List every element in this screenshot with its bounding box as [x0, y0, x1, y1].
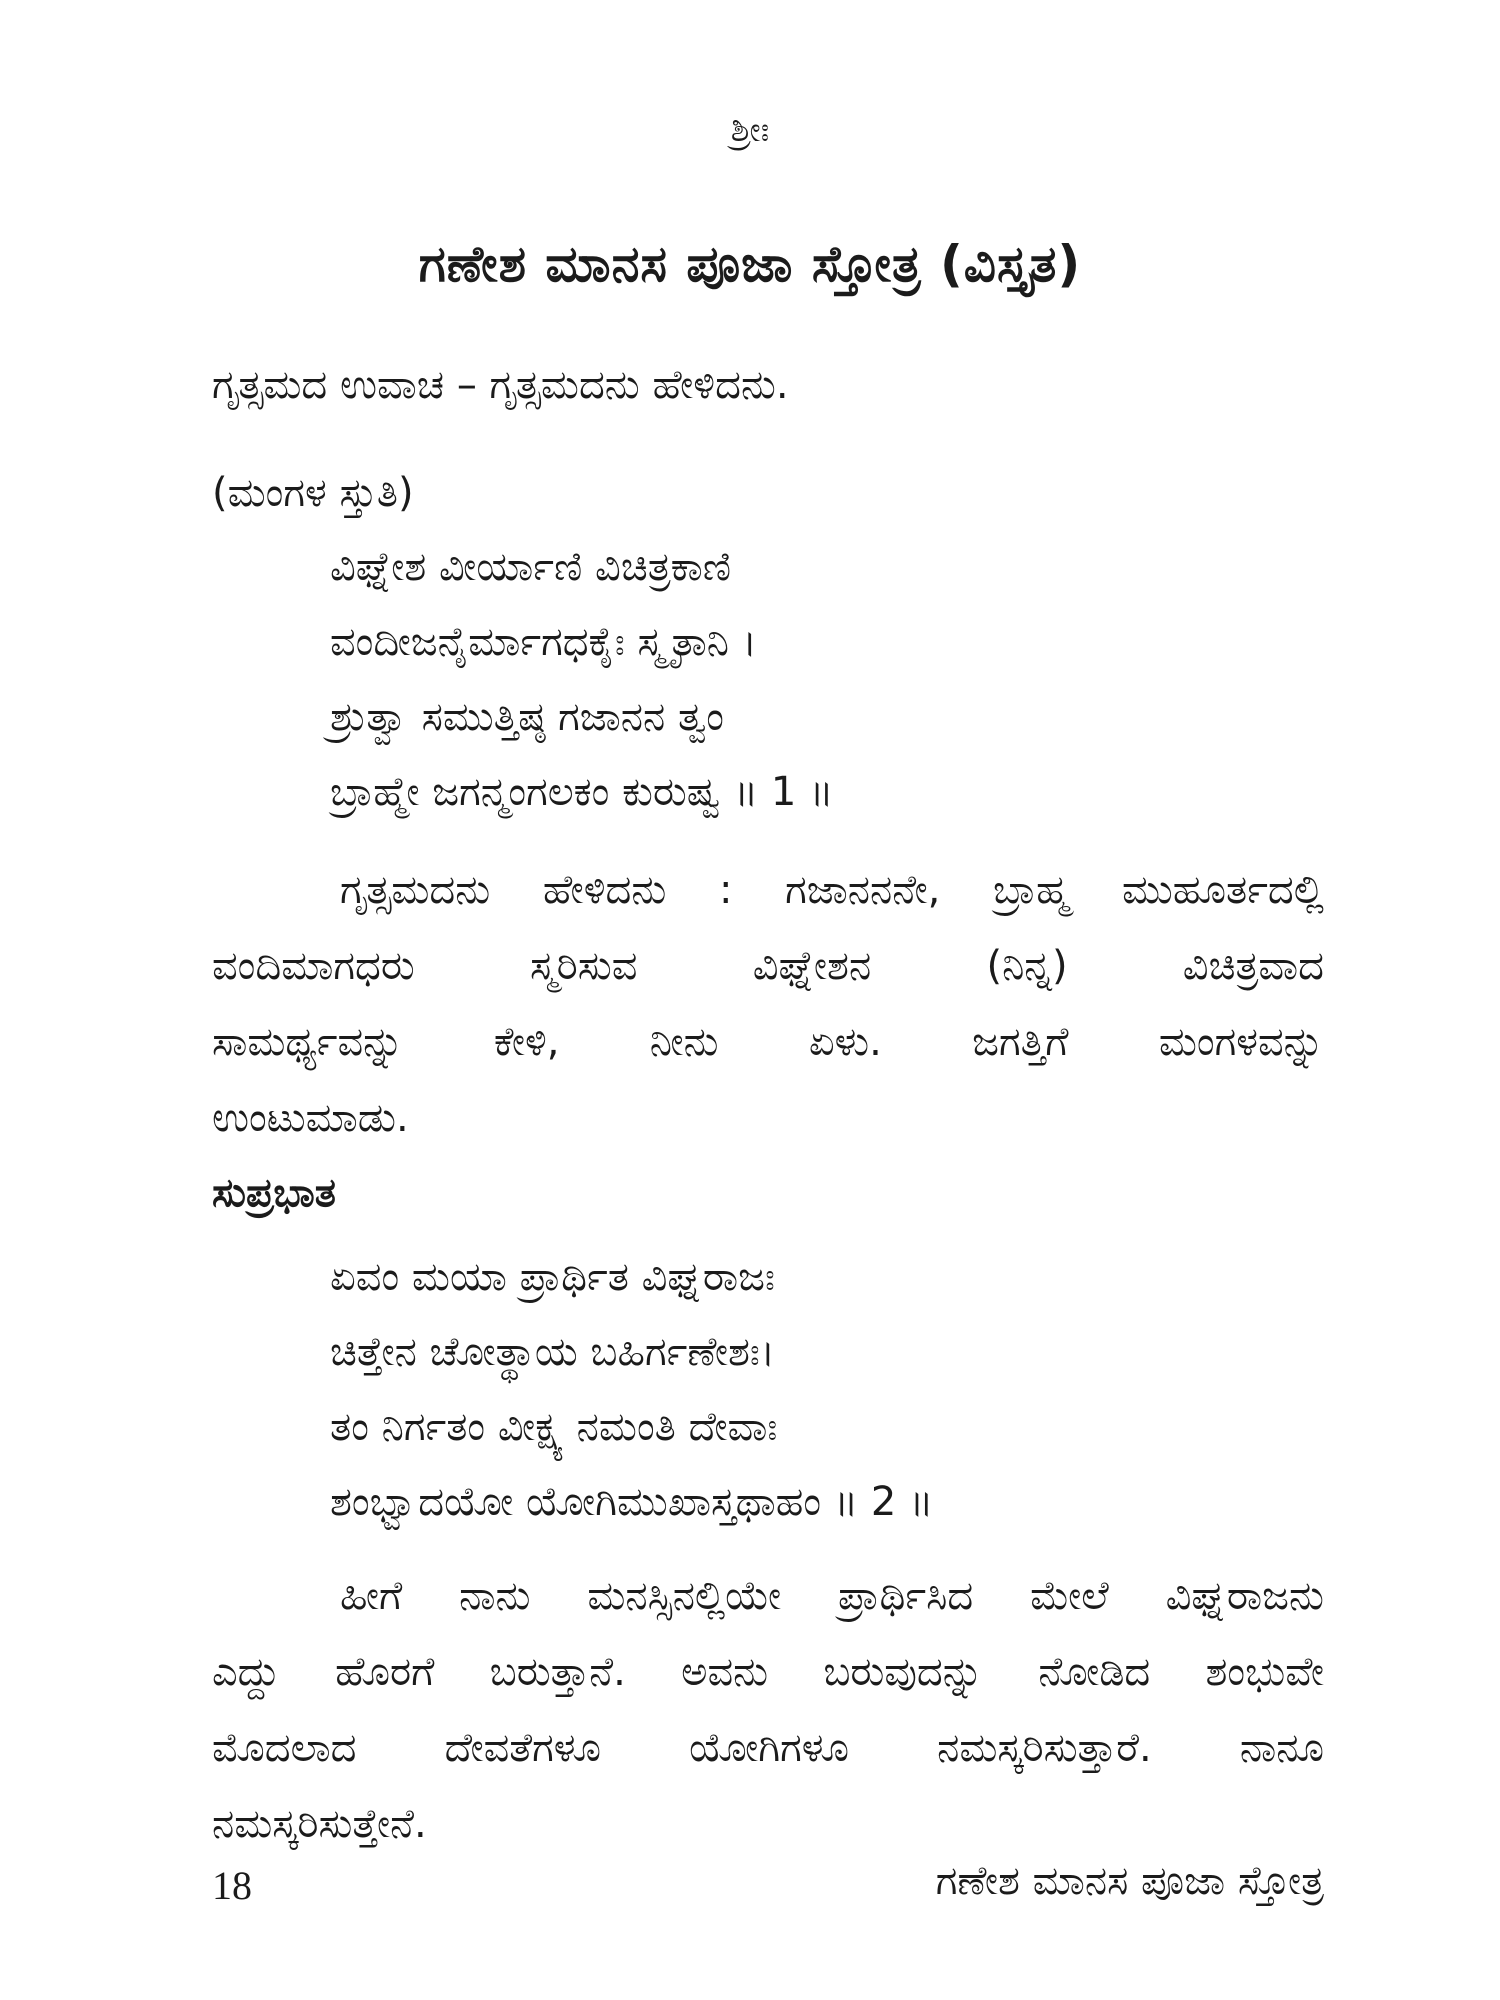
section-heading-mangala-stuti: (ಮಂಗಳ ಸ್ತುತಿ): [212, 470, 414, 516]
verse-2: [330, 1240, 1330, 1540]
page-title: ಗಣೇಶ ಮಾನಸ ಪೂಜಾ ಸ್ತೋತ್ರ (ವಿಸ್ತೃತ): [418, 235, 1082, 293]
meaning-paragraph-1: [212, 852, 1324, 1156]
meaning-line: ಮೊದಲಾದ ದೇವತೆಗಳೂ ಯೋಗಿಗಳೂ ನಮಸ್ಕರಿಸುತ್ತಾರೆ. ನಾನೂ: [212, 1725, 1324, 1771]
meaning-line: ಉಂಟುಮಾಡು.: [212, 1095, 409, 1141]
meaning-line: ಹೀಗೆ ನಾನು ಮನಸ್ಸಿನಲ್ಲಿಯೇ ಪ್ರಾರ್ಥಿಸಿದ ಮೇಲೆ ವಿಘ್ನರಾಜನು: [340, 1573, 1324, 1619]
verse-line: ಶಂಭ್ವಾದಯೋ ಯೋಗಿಮುಖಾಸ್ತಥಾಹಂ ॥ 2 ॥: [330, 1479, 934, 1525]
invocation-header: ಶ್ರೀಃ: [730, 110, 770, 150]
page-number: 18: [212, 1863, 252, 1908]
verse-line: ಶ್ರುತ್ವಾ ಸಮುತ್ತಿಷ್ಠ ಗಜಾನನ ತ್ವಂ: [330, 694, 725, 740]
running-footer-title: ಗಣೇಶ ಮಾನಸ ಪೂಜಾ ಸ್ತೋತ್ರ: [935, 1858, 1324, 1904]
meaning-line: ಎದ್ದು ಹೊರಗೆ ಬರುತ್ತಾನೆ. ಅವನು ಬರುವುದನ್ನು ನೋಡಿದ ಶಂಭುವೇ: [212, 1649, 1324, 1695]
verse-1: [330, 530, 1330, 830]
section-heading-suprabhata: ಸುಪ್ರಭಾತ: [212, 1170, 336, 1216]
verse-line: ಏವಂ ಮಯಾ ಪ್ರಾರ್ಥಿತ ವಿಘ್ನರಾಜಃ: [330, 1254, 775, 1300]
verse-line: ವಂದೀಜನೈರ್ಮಾಗಧಕೈಃ ಸ್ಮೃತಾನಿ ।: [330, 619, 757, 665]
meaning-line: ಗೃತ್ಸಮದನು ಹೇಳಿದನು : ಗಜಾನನನೇ, ಬ್ರಾಹ್ಮ ಮುಹೂರ್ತದಲ್ಲಿ: [340, 867, 1324, 913]
verse-line: ಬ್ರಾಹ್ಮೇ ಜಗನ್ಮಂಗಲಕಂ ಕುರುಷ್ವ ॥ 1 ॥: [330, 769, 834, 815]
meaning-line: ವಂದಿಮಾಗಧರು ಸ್ಮರಿಸುವ ವಿಘ್ನೇಶನ (ನಿನ್ನ) ವಿಚಿತ್ರವಾದ: [212, 943, 1324, 989]
speaker-line: ಗೃತ್ಸಮದ ಉವಾಚ – ಗೃತ್ಸಮದನು ಹೇಳಿದನು.: [212, 362, 789, 408]
meaning-line: ನಮಸ್ಕರಿಸುತ್ತೇನೆ.: [212, 1801, 427, 1847]
meaning-paragraph-2: [212, 1558, 1324, 1862]
verse-line: ಚಿತ್ತೇನ ಚೋತ್ಥಾಯ ಬಹಿರ್ಗಣೇಶಃ।: [330, 1329, 776, 1375]
verse-line: ವಿಘ್ನೇಶ ವೀರ್ಯಾಣಿ ವಿಚಿತ್ರಕಾಣಿ: [330, 544, 732, 590]
meaning-line: ಸಾಮರ್ಥ್ಯವನ್ನು ಕೇಳಿ, ನೀನು ಏಳು. ಜಗತ್ತಿಗೆ ಮಂಗಳವನ್ನು: [212, 1019, 1324, 1065]
verse-line: ತಂ ನಿರ್ಗತಂ ವೀಕ್ಷ್ಯ ನಮಂತಿ ದೇವಾಃ: [330, 1404, 778, 1450]
